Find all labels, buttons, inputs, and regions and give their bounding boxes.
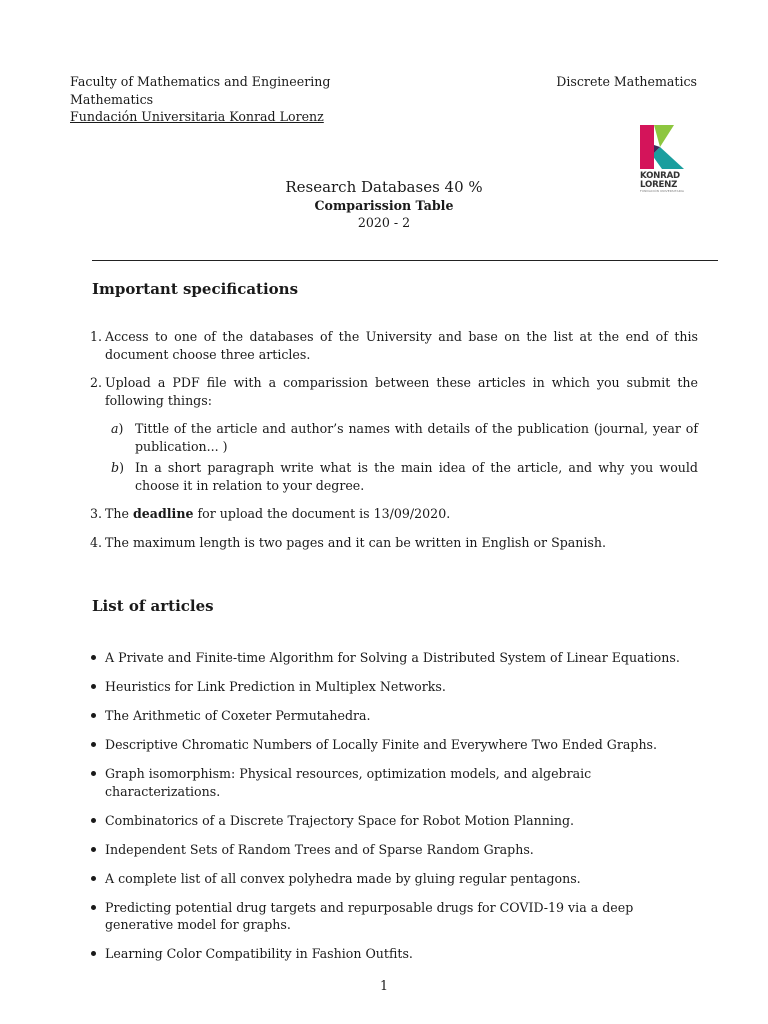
- article-item: A Private and Finite-time Algorithm for Solving a Distributed System of Linear Equations.: [88, 649, 700, 667]
- article-item: Descriptive Chromatic Numbers of Locally Finite and Everywhere Two Ended Graphs.: [88, 736, 700, 754]
- document-period: 2020 - 2: [357, 215, 411, 230]
- title-block: [0, 178, 768, 231]
- spec-text: Access to one of the databases of the University and base on the list at the end of this document choose three articles.: [105, 329, 698, 362]
- spec-subitem: [105, 459, 698, 494]
- deadline-emphasis: deadline: [132, 506, 194, 521]
- spec-number: 2.: [89, 375, 102, 390]
- article-item: The Arithmetic of Coxeter Permutahedra.: [88, 707, 700, 725]
- horizontal-rule: [92, 260, 718, 261]
- logo-green-shape: [654, 125, 674, 147]
- subitem-label: b): [111, 460, 124, 475]
- spec-number: 1.: [89, 329, 102, 344]
- document-subtitle: Comparission Table: [314, 198, 454, 213]
- article-item: Independent Sets of Random Trees and of Sparse Random Graphs.: [88, 841, 700, 859]
- article-item: Learning Color Compatibility in Fashion Outfits.: [88, 945, 700, 963]
- spec-sublist: [105, 420, 698, 494]
- article-item: Combinatorics of a Discrete Trajectory Space for Robot Motion Planning.: [88, 812, 700, 830]
- specifications-heading: Important specifications: [92, 280, 299, 298]
- spec-subitem: [105, 420, 698, 455]
- logo-magenta-shape: [640, 125, 654, 169]
- page-number: 1: [379, 978, 388, 993]
- articles-list: [88, 649, 700, 974]
- university-name: Fundación Universitaria Konrad Lorenz: [70, 109, 324, 124]
- spec-text-after: for upload the document is 13/09/2020.: [193, 506, 451, 521]
- article-item: A complete list of all convex polyhedra made by gluing regular pentagons.: [88, 870, 700, 888]
- article-item: Graph isomorphism: Physical resources, optimization models, and algebraic characterizations.: [88, 765, 700, 800]
- document-title: Research Databases 40 %: [285, 178, 483, 196]
- logo-tagline: FUNDACIÓN UNIVERSITARIA: [640, 189, 685, 193]
- subitem-label: a): [111, 421, 124, 436]
- articles-heading: List of articles: [92, 597, 214, 615]
- article-item: Predicting potential drug targets and repurposable drugs for COVID-19 via a deep generative model for graphs.: [88, 899, 700, 934]
- spec-text: Upload a PDF file with a comparission between these articles in which you submit the following things:: [105, 375, 698, 408]
- program-name: Mathematics: [70, 91, 154, 107]
- spec-text-before: The: [105, 506, 133, 521]
- faculty-name: Faculty of Mathematics and Engineering: [70, 74, 331, 89]
- course-name: Discrete Mathematics: [556, 74, 697, 89]
- logo-name-line1: KONRAD: [640, 171, 680, 181]
- logo-teal-shape: [652, 147, 684, 169]
- spec-number: 3.: [89, 506, 102, 521]
- specifications-list: [84, 328, 698, 562]
- subitem-text: Tittle of the article and author’s names with details of the publication (journal, year of publication... ): [135, 421, 698, 454]
- article-item: Heuristics for Link Prediction in Multiplex Networks.: [88, 678, 700, 696]
- k-logo-icon: [640, 125, 684, 169]
- header-left: [70, 73, 330, 126]
- spec-item: [84, 374, 698, 494]
- spec-number: 4.: [89, 534, 102, 550]
- spec-item: [84, 534, 698, 552]
- spec-text: The maximum length is two pages and it can be written in English or Spanish.: [105, 534, 606, 550]
- logo-name-line2: LORENZ: [640, 179, 678, 190]
- spec-item: [84, 328, 698, 363]
- spec-item: [84, 505, 698, 523]
- subitem-text: In a short paragraph write what is the main idea of the article, and why you would choose it in relation to your degree.: [135, 460, 698, 493]
